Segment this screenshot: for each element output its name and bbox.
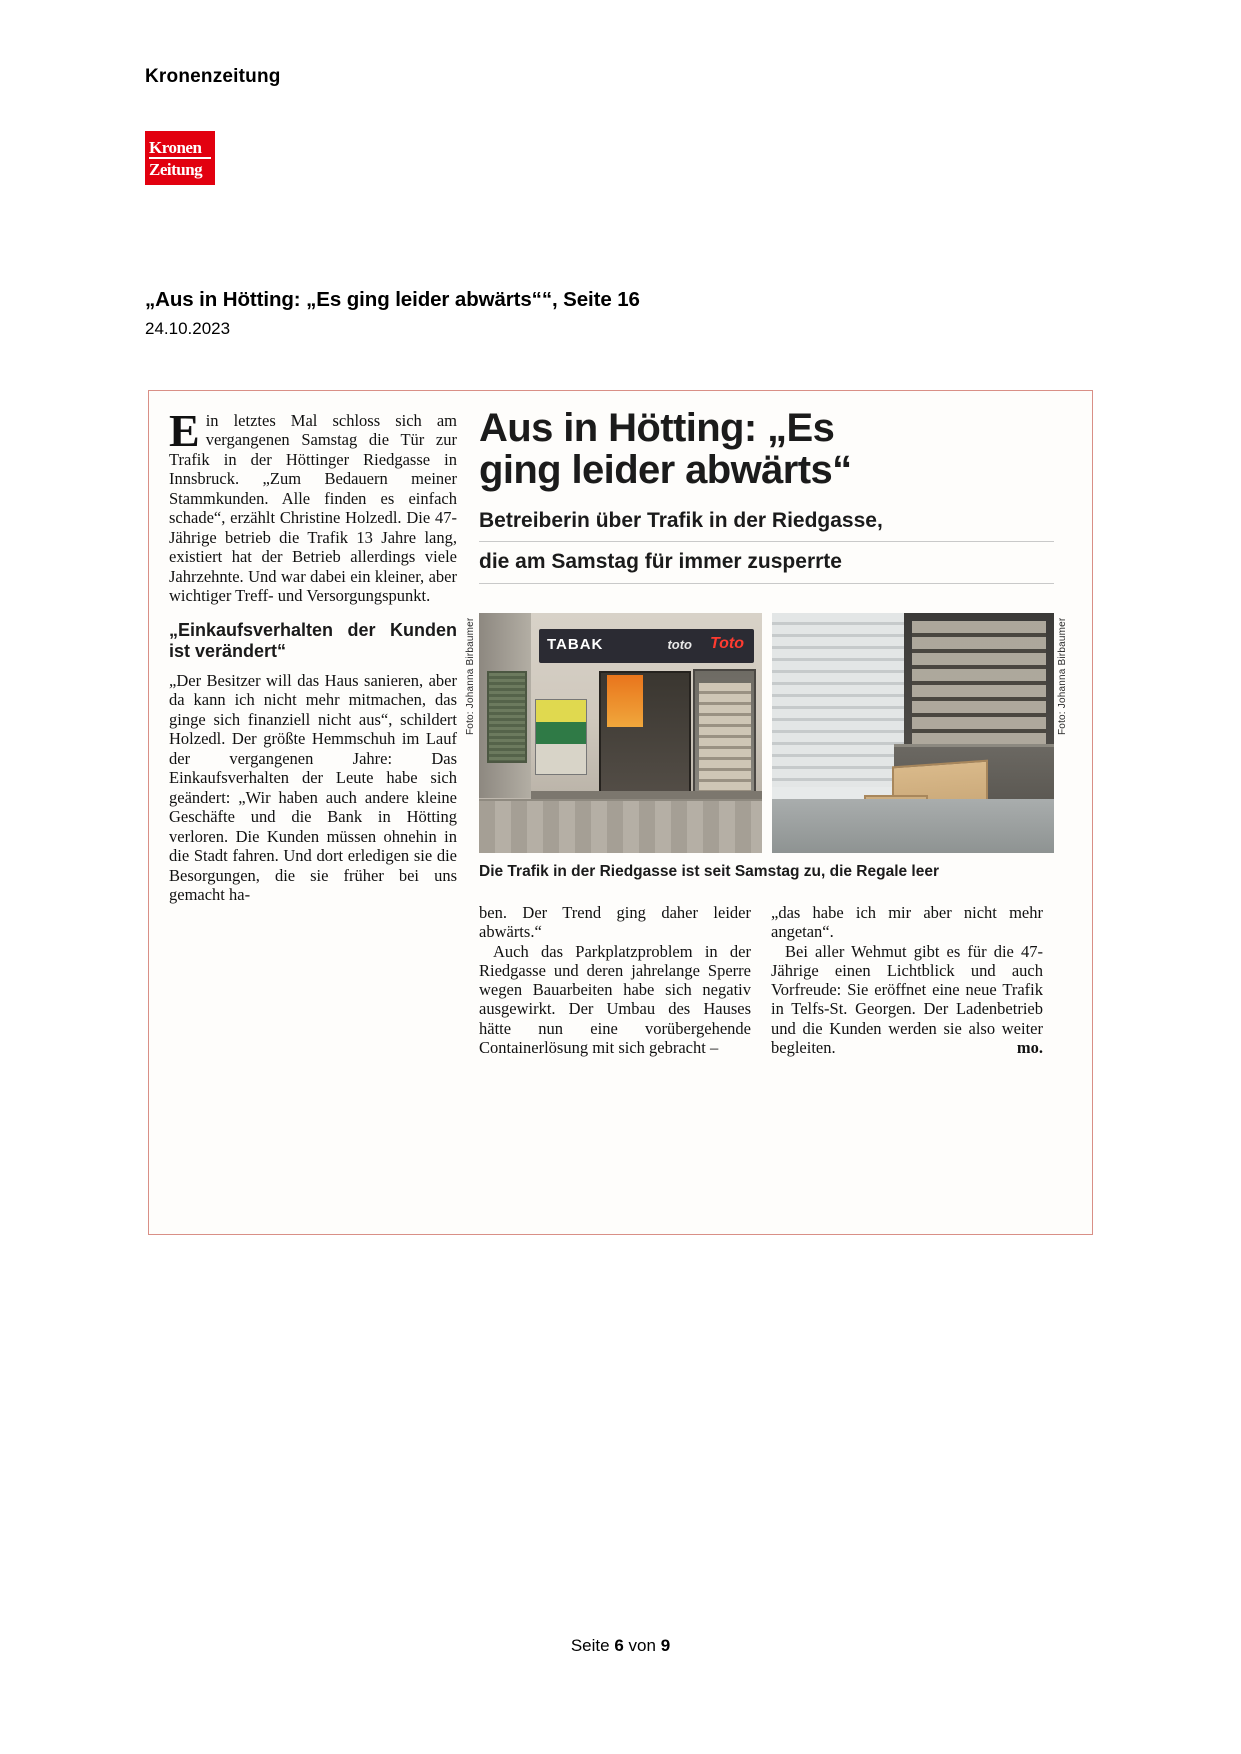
photo-shopfront [479, 613, 762, 853]
shop-floor [772, 799, 1054, 853]
shop-shelf-rack [699, 683, 751, 795]
sign-toto-small-text: toto [667, 637, 692, 652]
article-paragraph: Auch das Parkplatzproblem in der Riedgasse und deren jahrelange Sperre wegen Bauarbeiten habe sich negativ ausgewirkt. Der Umbau des Hauses hätte nun eine vorübergehende Containerlösung mit sich gebracht – [479, 941, 751, 1058]
photo-credit-right: Foto: Johanna Birbaumer [1057, 617, 1068, 735]
pavement [479, 799, 762, 853]
footer-page-number: 6 [614, 1636, 624, 1655]
clipping-photos [479, 613, 1054, 853]
photo-credit-left: Foto: Johanna Birbaumer [465, 617, 476, 735]
publication-name: Kronenzeitung [145, 66, 281, 87]
logo-line-1: Kronen [149, 139, 211, 159]
article-column-right [771, 903, 1043, 1057]
window-shutter [487, 671, 527, 763]
page-footer [0, 1636, 1241, 1656]
subtitle-line-2: die am Samstag für immer zusperrte [479, 547, 1054, 583]
kronenzeitung-logo [145, 131, 215, 185]
article-paragraph-text: in letztes Mal schloss sich am vergangenen Samstag die Tür zur Trafik in der Höttinger Riedgasse in Innsbruck. „Zum Bedauern meiner Stammkunden. Alle finden es einfach schade“, erzählt Christine Holzedl. Die 47-Jährige betrieb die Trafik 13 Jahre lang, existiert hat der Betrieb allerdings viele Jahrzehnte. Und war dabei ein kleiner, aber wichtiger Treff- und Versorgungspunkt. [169, 411, 457, 606]
article-paragraph [771, 942, 1043, 1058]
article-paragraph: „Der Besitzer will das Haus sanieren, aber da kann ich nicht mehr mitmachen, das ginge sich finanziell nicht aus“, schildert Holzedl. Der größte Hemmschuh im Lauf der vergangenen Jahre: Das Einkaufsverhalten der Leute habe sich geändert: „Wir haben auch andere kleine Geschäfte und die Bank in Hötting verloren. Die Kunden müssen ohnehin in die Stadt fahren. Und dort erledigen sie die Besorgungen, die sie früher bei uns gemacht ha- [169, 670, 457, 905]
empty-shelf-left [772, 613, 904, 793]
drop-cap: E [169, 405, 200, 456]
article-date: 24.10.2023 [145, 319, 231, 338]
shop-signboard [539, 629, 754, 663]
sign-toto-text: Toto [709, 635, 744, 652]
article-paragraph [169, 405, 457, 606]
headline-line-2: ging leider abwärts“ [479, 448, 852, 493]
article-column-left [169, 405, 457, 905]
headline-line-1: Aus in Hötting: „Es [479, 406, 835, 450]
footer-prefix: Seite [570, 1636, 610, 1655]
clipping-headline [479, 407, 1054, 492]
clipping-subtitle [479, 506, 1054, 584]
article-paragraph-text: Bei aller Wehmut gibt es für die 47-Jährige einen Lichtblick und auch Vorfreude: Sie eröffnet eine neue Trafik in Telfs-St. Georgen. Der Ladenbetrieb und die Kunden werden sie also weiter begleiten. [771, 941, 1043, 1058]
clipping-headline-block [479, 407, 1054, 589]
page-title: „Aus in Hötting: „Es ging leider abwärts““, Seite 16 [145, 288, 640, 311]
clipping-inner [149, 391, 1092, 1234]
logo-line-2: Zeitung [149, 159, 203, 179]
footer-middle: von [628, 1636, 656, 1655]
photo-empty-shelves [772, 613, 1054, 853]
article-subhead: „Einkaufsverhalten der Kunden ist verändert“ [169, 619, 457, 662]
shop-small-signs [535, 699, 587, 775]
photo-shopfront-scene [479, 613, 762, 853]
article-paragraph: „das habe ich mir aber nicht mehr angetan“. [771, 903, 1043, 942]
sign-tabak-text: TABAK [547, 636, 604, 653]
article-paragraph: ben. Der Trend ging daher leider abwärts.“ [479, 903, 751, 942]
footer-total-pages: 9 [660, 1636, 671, 1655]
article-column-middle [479, 903, 751, 1057]
photo-caption: Die Trafik in der Riedgasse ist seit Samstag zu, die Regale leer [479, 863, 940, 880]
article-signature: mo. [1016, 1038, 1043, 1058]
photo-empty-shelves-scene [772, 613, 1054, 853]
newspaper-clipping [148, 390, 1093, 1235]
subtitle-line-1: Betreiberin über Trafik in der Riedgasse, [479, 506, 1054, 542]
door-poster [607, 675, 643, 727]
